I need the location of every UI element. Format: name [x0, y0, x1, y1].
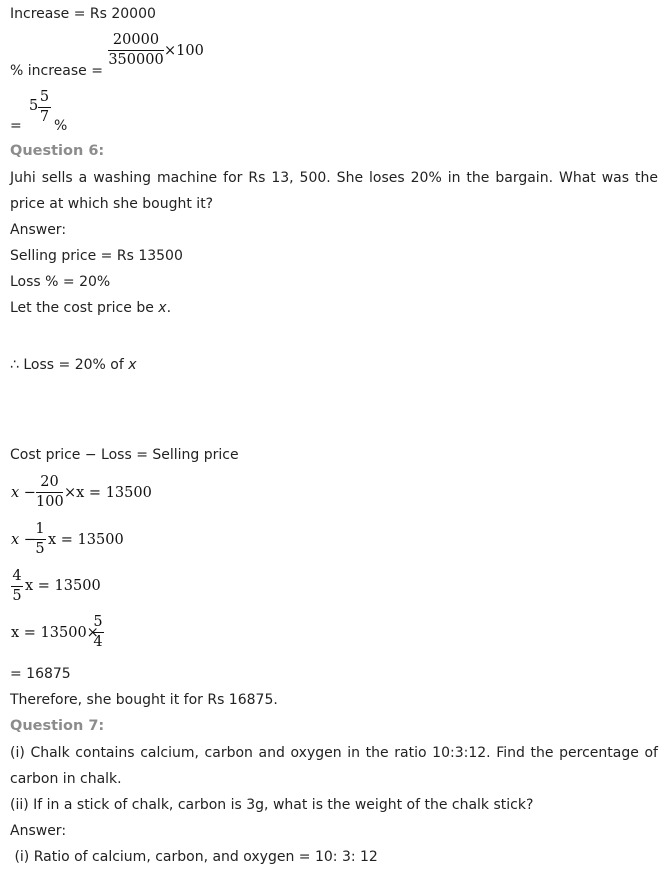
mixed-whole: 5	[29, 98, 39, 114]
eq3-bar	[11, 586, 23, 587]
eq1-rhs: ×x = 13500	[64, 485, 152, 501]
increase-fraction	[108, 32, 164, 69]
eq2-lhs: x −	[11, 532, 36, 548]
mixed-bar	[38, 107, 51, 108]
eq3-fraction	[11, 568, 23, 605]
q7-answer-label: Answer:	[10, 823, 67, 839]
fraction-bar	[108, 50, 164, 51]
let-cost-line	[10, 299, 171, 317]
selling-price-line: Selling price = Rs 13500	[10, 248, 183, 264]
question-7-part-2: (ii) If in a stick of chalk, carbon is 3g, what is the weight of the chalk stick?	[10, 797, 534, 813]
increase-line: Increase = Rs 20000	[10, 6, 156, 22]
q6-answer-label: Answer:	[10, 222, 67, 238]
eq1-fraction	[36, 474, 63, 511]
eq3-numerator: 4	[12, 568, 22, 584]
question-7-heading: Question 7:	[10, 718, 105, 734]
question-7-part-1: (i) Chalk contains calcium, carbon and oxygen in the ratio 10:3:12. Find the percentage of carbon in chalk.	[10, 745, 658, 787]
eq4-fraction	[92, 614, 104, 651]
eq1-bar	[36, 492, 63, 493]
fraction-numerator: 20000	[112, 32, 160, 48]
eq2-denominator: 5	[35, 541, 45, 557]
eq1-lhs: x −	[11, 485, 36, 501]
fraction-denominator: 350000	[108, 52, 164, 68]
eq1-denominator: 100	[36, 494, 64, 510]
eq2-bar	[34, 539, 46, 540]
eq3-denominator: 5	[12, 588, 22, 604]
question-6-text: Juhi sells a washing machine for Rs 13, 500. She loses 20% in the bargain. What was the price at which she bought it?	[10, 170, 658, 212]
let-period: .	[166, 300, 172, 316]
let-variable: x	[158, 300, 167, 316]
eq2-rhs: x = 13500	[48, 532, 124, 548]
question-6-heading: Question 6:	[10, 143, 105, 159]
loss-variable: x	[128, 357, 137, 373]
percent-increase-label: % increase =	[10, 63, 103, 79]
eq4-denominator: 4	[93, 634, 103, 650]
loss-of-x-line	[10, 356, 137, 374]
eq2-fraction	[34, 521, 46, 558]
result-line: = 16875	[10, 666, 71, 682]
loss-percent-line: Loss % = 20%	[10, 274, 111, 290]
eq1-numerator: 20	[40, 474, 59, 490]
mixed-numerator: 5	[39, 89, 50, 105]
loss-text: Loss = 20% of	[18, 357, 129, 373]
eq3-rhs: x = 13500	[25, 578, 101, 594]
equals-sign: =	[10, 118, 22, 134]
eq2-numerator: 1	[35, 521, 45, 537]
eq4-numerator: 5	[93, 614, 103, 630]
eq4-lhs: x = 13500×	[11, 625, 99, 641]
percent-sign: %	[54, 118, 68, 134]
mixed-fraction	[38, 89, 51, 126]
mixed-denominator: 7	[39, 109, 50, 125]
ratio-line: (i) Ratio of calcium, carbon, and oxygen = 10: 3: 12	[10, 849, 378, 865]
cost-minus-loss-line: Cost price − Loss = Selling price	[10, 447, 239, 463]
conclusion-line: Therefore, she bought it for Rs 16875.	[10, 692, 278, 708]
therefore-symbol: ∴	[10, 357, 19, 373]
let-text: Let the cost price be	[10, 300, 159, 316]
times-100: ×100	[164, 43, 204, 59]
eq4-bar	[92, 632, 104, 633]
